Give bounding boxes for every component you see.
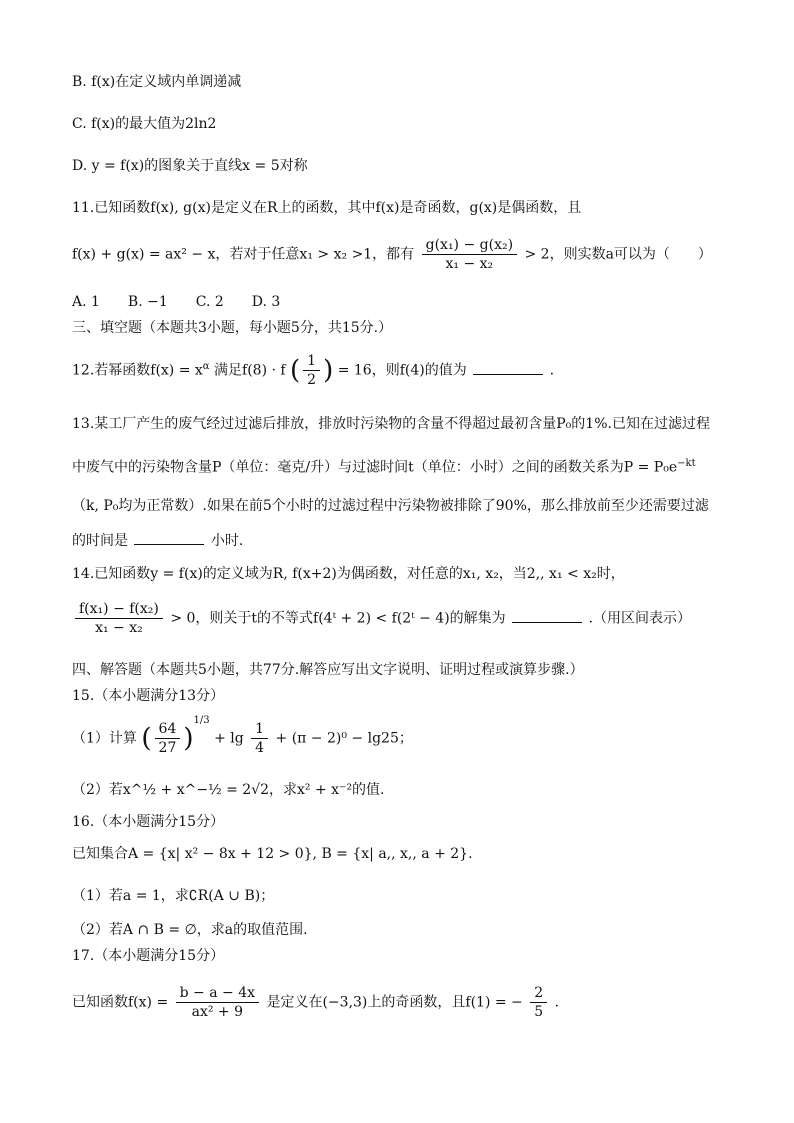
- q17-heading: 17.（本小题满分15分）: [72, 948, 225, 964]
- q15-p1-text-b: + lg: [214, 730, 244, 747]
- q11-text-a: f(x) + g(x) = ax² − x，若对于任意x₁ > x₂ >1，都有: [72, 246, 415, 263]
- q11-choices: A. 1 B. −1 C. 2 D. 3: [72, 294, 281, 310]
- q14-answer-blank[interactable]: [512, 608, 582, 623]
- q13-line3: （k, P₀均为正常数）.如果在前5个小时的过滤过程中污染物被排除了90%，那么排放前至少还需要过滤: [72, 498, 709, 514]
- q15-part2: （2）若x^½ + x^−½ = 2√2，求x² + x⁻²的值.: [72, 782, 385, 798]
- q13-line2-text: 中废气中的污染物含量P（单位：毫克/升）与过滤时间t（单位：小时）之间的函数关系为P = P₀e: [72, 459, 678, 476]
- q11-line1: 11.已知函数f(x), g(x)是定义在R上的函数，其中f(x)是奇函数，g(x)是偶函数，且: [72, 200, 582, 216]
- q17-text-a: 已知函数f(x) =: [72, 994, 169, 1011]
- q12-text-d: .: [549, 362, 555, 379]
- q13-line4: [72, 530, 243, 551]
- q16-set-definition: 已知集合A = {x| x² − 8x + 12 > 0}, B = {x| a,, x,, a + 2}.: [72, 846, 473, 862]
- section4-heading: 四、解答题（本题共5小题，共77分.解答应写出文字说明、证明过程或演算步骤.）: [72, 662, 584, 678]
- q14-line2: [72, 600, 691, 637]
- q14-frac-den: x₁ − x₂: [95, 620, 143, 636]
- q13-line4-b: 小时.: [210, 533, 244, 549]
- q11-fraction: [422, 236, 517, 273]
- q15-fraction-1-4: [251, 720, 268, 757]
- q12-text-a: 12.若幂函数f(x) = x: [72, 362, 203, 379]
- q14-line1: 14.已知函数y = f(x)的定义域为R, f(x+2)为偶函数，对任意的x₁, x₂，当2,, x₁ < x₂时，: [72, 566, 625, 582]
- q15-frac-num: 64: [155, 720, 181, 739]
- q17-fraction-2-5: [530, 984, 547, 1021]
- q12-fraction: [303, 352, 320, 389]
- q12-text-c: = 16，则f(4)的值为: [337, 362, 467, 379]
- q12-answer-blank[interactable]: [473, 360, 543, 375]
- q15-heading: 15.（本小题满分13分）: [72, 688, 225, 704]
- q17-frac-num: b − a − 4x: [176, 984, 259, 1003]
- q13-line2: [72, 454, 696, 478]
- q13-line4-a: 的时间是: [72, 533, 128, 549]
- q16-heading: 16.（本小题满分15分）: [72, 814, 225, 830]
- q15-p1-text-c: + (π − 2)⁰ − lg25；: [275, 730, 413, 747]
- q14-frac-num: f(x₁) − f(x₂): [75, 600, 163, 619]
- q14-fraction: [75, 600, 163, 637]
- q13-exponent: −kt: [677, 458, 696, 469]
- q12-frac-den: 2: [307, 372, 317, 388]
- option-d: D. y = f(x)的图象关于直线x = 5对称: [72, 158, 308, 174]
- q17-frac-den: ax² + 9: [191, 1004, 244, 1020]
- q12-exponent: α: [202, 360, 210, 372]
- q17-text-c: .: [554, 994, 560, 1011]
- q15-fraction-64-27: [155, 720, 181, 757]
- q15-frac-den: 27: [158, 740, 177, 756]
- q15-frac2-den: 4: [255, 740, 265, 756]
- q12-line: 12.若幂函数$f(x) = x^\alpha$ 满足f(8) · f ( $\frac{1}{2}$ ) = 16，则f(4)的值为 .: [72, 353, 555, 388]
- section3-heading: 三、填空题（本题共3小题，每小题5分，共15分.）: [72, 320, 393, 336]
- q11-frac-num: g(x₁) − g(x₂): [422, 236, 517, 255]
- q14-text-a: > 0，则关于t的不等式f(4ᵗ + 2) < f(2ᵗ − 4)的解集为: [170, 610, 506, 627]
- q17-line: [72, 984, 559, 1021]
- q11-line2: [72, 236, 712, 273]
- q17-fraction: [176, 984, 259, 1021]
- q15-p1-text-a: （1）计算: [72, 730, 137, 747]
- q11-frac-den: x₁ − x₂: [445, 256, 494, 272]
- q15-part1: （1）计算 ( $\frac{64}{27}$ )$^{1/3}$ + lg $\frac{1}{4}$ + (π − 2)⁰ − lg25；: [72, 714, 413, 756]
- q15-frac2-num: 1: [251, 720, 268, 739]
- q17-frac2-num: 2: [530, 984, 547, 1003]
- q13-line1: 13.某工厂产生的废气经过过滤后排放，排放时污染物的含量不得超过最初含量P₀的1%.已知在过滤过程: [72, 416, 710, 432]
- q17-text-b: 是定义在(−3,3)上的奇函数，且f(1) = −: [266, 994, 523, 1011]
- q12-frac-num: 1: [303, 352, 320, 371]
- option-c: C. f(x)的最大值为2ln2: [72, 116, 217, 132]
- q14-text-b: .（用区间表示）: [588, 610, 692, 627]
- q15-exponent: 1/3: [193, 714, 210, 726]
- option-b: B. f(x)在定义域内单调递减: [72, 74, 242, 90]
- q16-part2: （2）若A ∩ B = ∅，求a的取值范围.: [72, 922, 308, 938]
- q17-frac2-den: 5: [534, 1004, 544, 1020]
- q12-text-b: 满足f(8) · f: [214, 362, 286, 379]
- q13-answer-blank[interactable]: [134, 530, 204, 545]
- q11-text-b: > 2，则实数a可以为（ ）: [524, 246, 712, 263]
- q16-part1: （1）若a = 1，求∁R(A ∪ B)；: [72, 888, 275, 904]
